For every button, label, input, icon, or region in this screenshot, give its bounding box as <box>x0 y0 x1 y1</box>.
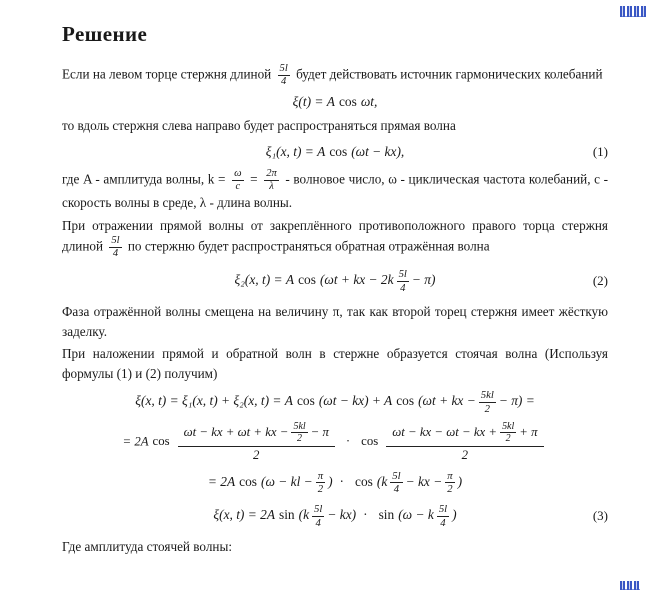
inline-fraction-5kl-2 <box>291 421 307 445</box>
fraction-numerator <box>386 421 543 447</box>
fraction-denominator: 4 <box>112 248 119 260</box>
fraction-denominator: 2 <box>253 447 260 462</box>
math-text: ωt, <box>360 94 378 110</box>
math-text: − π <box>310 424 329 439</box>
inline-fraction-5l-4 <box>397 268 409 294</box>
math-text: (ωt + kx − <box>418 393 476 409</box>
text-run: = <box>250 171 258 187</box>
fraction-denominator: 4 <box>393 483 400 496</box>
math-text: ξ(x, t) = 2A <box>213 507 275 523</box>
math-function: cos <box>338 94 357 110</box>
equation-product-form <box>62 421 608 464</box>
math-text: ξ₂(x, t) = A <box>234 272 295 288</box>
inline-fraction-5kl-2 <box>479 389 496 415</box>
paragraph-amplitude: Где амплитуда стоячей волны: <box>62 538 233 554</box>
math-text: ωt − kx + ωt + kx − <box>183 424 289 439</box>
fraction-denominator: 4 <box>440 516 446 529</box>
fraction-numerator: 5l <box>392 469 401 482</box>
fraction-numerator: 5l <box>109 235 121 248</box>
fraction-denominator: 2 <box>484 402 490 415</box>
equation-3 <box>62 503 608 529</box>
fraction-denominator: 2 <box>447 483 453 496</box>
equation-number: (2) <box>592 273 608 289</box>
math-text: ωt − kx − ωt − kx + <box>392 424 498 439</box>
math-function: sin <box>279 507 295 523</box>
text-run: будет действовать источник гармонических колебаний <box>296 66 603 82</box>
math-text: − π) = <box>498 393 535 409</box>
math-text: = 2A <box>122 434 149 449</box>
fraction-numerator: 5kl <box>480 389 494 402</box>
math-text: (ω − k <box>398 507 434 523</box>
watermark-link-bottom-right[interactable] <box>620 581 640 590</box>
inline-fraction-omega-c <box>232 168 243 193</box>
math-function: cos <box>152 434 170 449</box>
fraction-numerator: 2π <box>264 168 279 181</box>
math-text: ) <box>452 507 457 523</box>
paragraph-definitions <box>62 168 608 213</box>
inline-fraction-5l-4 <box>437 503 449 529</box>
inline-fraction-2pi-lambda <box>264 168 279 193</box>
math-function: cos <box>355 473 373 489</box>
math-function: cos <box>298 272 316 288</box>
inline-fraction-5l-4 <box>312 503 324 529</box>
fraction-denominator: λ <box>269 180 274 192</box>
text-run: где A - амплитуда волны, k = <box>62 171 226 187</box>
fraction-numerator: 5l <box>278 63 290 76</box>
fraction-numerator: 5l <box>438 503 448 516</box>
math-text: (k <box>298 507 310 523</box>
math-text: (ω − kl − <box>261 473 313 489</box>
math-text: − π) <box>411 272 436 288</box>
inline-fraction-pi-2 <box>445 470 454 496</box>
fraction-numerator <box>178 421 335 447</box>
inline-fraction-5l-4 <box>109 235 121 260</box>
fraction-numerator: 5l <box>398 268 407 281</box>
fraction-numerator: π <box>447 469 453 482</box>
math-function: sin <box>378 507 395 523</box>
math-text: ξ₁(x, t) = A <box>265 143 326 159</box>
equation-source-oscillation <box>62 94 608 110</box>
text-run: по стержню будет распространяться обратная отражённая волна <box>127 238 490 254</box>
equation-number: (3) <box>592 508 608 524</box>
paragraph-intro <box>62 63 608 88</box>
text-run: - волновое число, ω - циклическая частота колебаний, c - скорость волны в среде, λ - длина волны. <box>62 171 608 211</box>
fraction-numerator: π <box>317 469 324 482</box>
fraction-numerator: 5kl <box>293 420 306 432</box>
fraction-denominator: 4 <box>281 76 287 88</box>
math-function: cos <box>361 434 379 449</box>
fraction-denominator: 4 <box>400 281 406 294</box>
math-function: cos <box>239 473 257 489</box>
fraction-denominator: c <box>235 180 241 192</box>
inline-fraction-5kl-2 <box>500 421 516 445</box>
fraction-denominator: 2 <box>505 433 511 445</box>
fraction-numerator: ω <box>232 168 243 181</box>
math-text: ) <box>328 473 333 489</box>
multiplication-dot: · <box>339 473 345 489</box>
inline-fraction-5l-4 <box>278 63 290 88</box>
section-heading: Решение <box>62 22 148 46</box>
fraction-numerator: 5l <box>314 503 323 516</box>
fraction-denominator: 2 <box>317 483 324 496</box>
math-text: (ωt + kx − 2k <box>319 272 394 288</box>
inline-fraction-5l-4 <box>390 470 402 496</box>
math-function: cos <box>296 393 315 409</box>
big-fraction-2 <box>386 421 543 464</box>
paragraph-forward-wave: то вдоль стержня слева направо будет распространяться прямая волна <box>62 118 456 134</box>
paragraph-superposition: При наложении прямой и обратной волн в стержне образуется стоячая волна (Используя формулы (1) и (2) получим) <box>62 346 608 381</box>
math-text: − kx) <box>327 507 357 523</box>
math-text: ) <box>457 473 463 489</box>
math-text: (ωt − kx), <box>351 143 405 159</box>
equation-number: (1) <box>592 143 608 159</box>
math-function: cos <box>396 393 415 409</box>
equation-2 <box>62 268 608 294</box>
big-fraction-1 <box>178 421 335 464</box>
fraction-denominator: 2 <box>297 433 303 445</box>
math-text: ξ(x, t) = ξ₁(x, t) + ξ₂(x, t) = A <box>135 393 293 409</box>
math-text: + π <box>519 424 538 439</box>
paragraph-phase-shift: Фаза отражённой волны смещена на величину π, так как второй торец стержня имеет жёсткую заделку. <box>62 304 608 339</box>
paragraph-reflection <box>62 216 608 261</box>
math-text: = 2A <box>207 473 236 489</box>
text-run: Если на левом торце стержня длиной <box>62 66 272 82</box>
equation-1 <box>62 144 608 160</box>
watermark-link-top-right[interactable] <box>620 6 646 17</box>
math-function: cos <box>329 143 348 159</box>
math-text: − kx − <box>405 473 443 489</box>
multiplication-dot: · <box>345 434 351 449</box>
math-text: (ωt − kx) + A <box>318 393 393 409</box>
math-text: ξ(t) = A <box>292 94 335 110</box>
equation-superposition-sum <box>62 389 608 415</box>
fraction-denominator: 2 <box>461 447 469 462</box>
math-text: (k <box>376 473 388 489</box>
text-run: При отражении прямой волны от закреплённого противоположного правого торца стержня длиной <box>62 217 608 254</box>
inline-fraction-pi-2 <box>316 470 325 496</box>
equation-simplified-product <box>62 470 608 496</box>
fraction-numerator: 5kl <box>502 420 515 432</box>
fraction-denominator: 4 <box>315 516 321 529</box>
multiplication-dot: · <box>363 507 368 523</box>
